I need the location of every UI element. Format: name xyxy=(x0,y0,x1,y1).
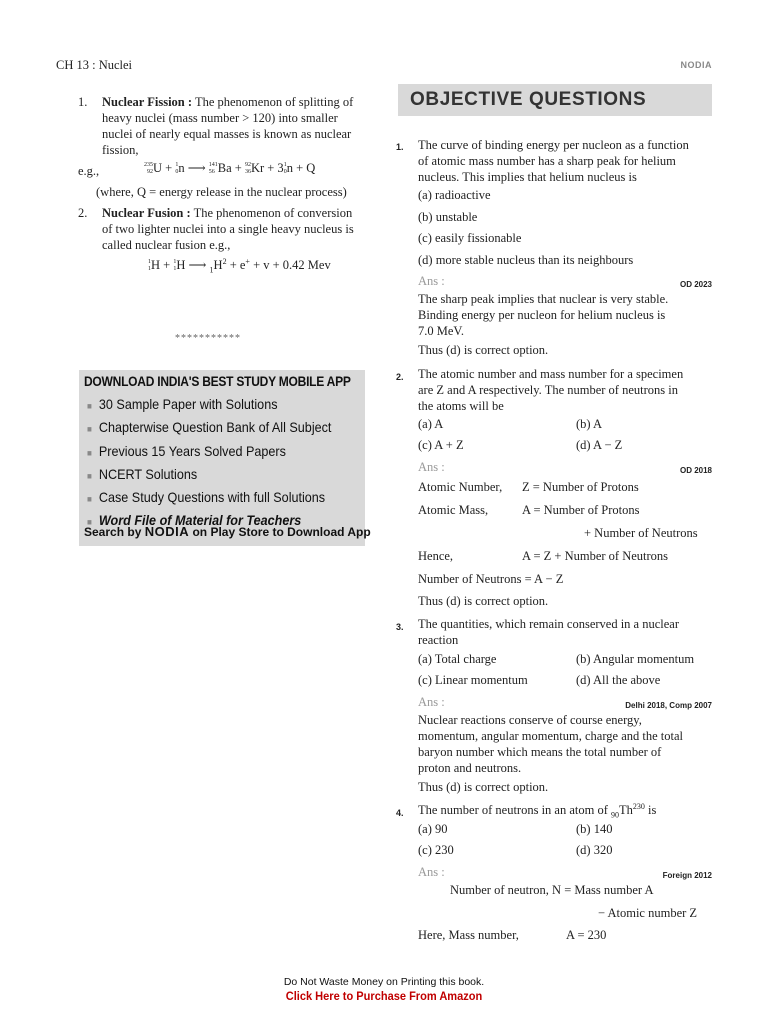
fusion-title: Nuclear Fusion : xyxy=(102,206,191,220)
app-ad-box[interactable] xyxy=(79,370,371,546)
fusion-line-2: of two lighter nuclei into a single heavy nucleus is xyxy=(102,222,354,236)
bullet-icon: ■ xyxy=(87,517,92,528)
footer-note: Do Not Waste Money on Printing this book. xyxy=(283,976,485,988)
q4-row-value: A = 230 xyxy=(566,928,607,942)
source-tag: OD 2023 xyxy=(679,280,712,289)
fusion-text: The phenomenon of conversion xyxy=(193,206,353,220)
q1-solution-3: 7.0 MeV. xyxy=(418,324,464,338)
ad-list-item: ■ NCERT Solutions xyxy=(87,465,198,482)
option-d: (d) 320 xyxy=(576,843,613,857)
chapter-header: CH 13 : Nuclei xyxy=(56,58,133,72)
q1-solution-2: Binding energy per nucleon for helium nucleus is xyxy=(418,308,666,322)
option-d: (d) more stable nucleus than its neighbours xyxy=(418,253,634,267)
q2-row-value: A = Number of Protons xyxy=(522,503,640,517)
answer-label: Ans : xyxy=(418,695,445,709)
ad-list-item: ■ 30 Sample Paper with Solutions xyxy=(87,396,278,412)
list-number: 2. xyxy=(78,206,88,220)
source-tag: Foreign 2012 xyxy=(662,871,712,880)
bullet-icon: ■ xyxy=(87,401,92,411)
q4-text-1: The number of neutrons in an atom of $_{90}Th^{230}$ is xyxy=(418,801,657,820)
question-number: 4. xyxy=(396,808,404,818)
question-number: 1. xyxy=(396,142,404,152)
fission-equation: 235 92U + 1 0n ⟶ 141 56 Ba + 92 36Kr + 31 0n + Q xyxy=(144,161,316,176)
q3-solution-2: momentum, angular momentum, charge and the total xyxy=(418,729,683,743)
purchase-link[interactable]: Click Here to Purchase From Amazon xyxy=(285,989,483,1003)
fission-title: Nuclear Fission : xyxy=(102,95,193,109)
q2-row-value: + Number of Neutrons xyxy=(584,526,698,540)
q3-solution-4: proton and neutrons. xyxy=(418,761,522,775)
q4-row: − Atomic number Z xyxy=(598,906,698,920)
fission-line-3: nuclei of nearly equal masses is known as nuclear xyxy=(102,127,352,141)
fission-line-2: heavy nuclei (mass number > 120) into smaller xyxy=(102,111,338,125)
option-c: (c) 230 xyxy=(418,843,454,857)
q3-conclusion: Thus (d) is correct option. xyxy=(418,780,549,794)
option-d: (d) A − Z xyxy=(576,438,623,452)
fusion-equation: 1 1H + 1 1H ⟶ $_1H^2 + e^+ + v + 0.42$ Mev xyxy=(148,256,331,275)
bullet-icon: ■ xyxy=(87,424,92,435)
eg-label: e.g., xyxy=(78,164,100,178)
brand-logo: NODIA xyxy=(680,60,712,70)
fission-line-1 xyxy=(102,94,374,110)
question-number: 3. xyxy=(396,622,404,632)
bullet-icon: ■ xyxy=(87,447,92,458)
ad-title: DOWNLOAD INDIA'S BEST STUDY MOBILE APP xyxy=(84,373,351,389)
objective-heading: OBJECTIVE QUESTIONS xyxy=(410,89,647,110)
question-number: 2. xyxy=(396,372,404,382)
ad-list xyxy=(87,394,359,534)
option-c: (c) Linear momentum xyxy=(418,673,528,687)
option-a: (a) Total charge xyxy=(418,652,497,666)
separator-stars: *********** xyxy=(175,333,241,344)
ad-list-item: ■ Chapterwise Question Bank of All Subject xyxy=(87,419,332,436)
option-a: (a) radioactive xyxy=(418,188,491,202)
q2-row-label: Atomic Mass, xyxy=(418,503,489,517)
option-d: (d) All the above xyxy=(576,673,661,687)
q1-text-3: nucleus. This implies that helium nucleus is xyxy=(418,170,637,184)
source-tag: Delhi 2018, Comp 2007 xyxy=(625,701,712,710)
q3-solution-1: Nuclear reactions conserve of course energy, xyxy=(418,713,642,727)
q3-text-2: reaction xyxy=(418,633,459,647)
option-c: (c) easily fissionable xyxy=(418,231,522,245)
q1-text-2: of atomic mass number has a sharp peak for helium xyxy=(418,154,676,168)
bullet-icon: ■ xyxy=(87,470,92,481)
option-b: (b) A xyxy=(576,417,603,431)
ad-list-item: ■ Word File of Material for Teachers xyxy=(87,512,302,529)
q4-row-label: Here, Mass number, xyxy=(418,928,519,942)
fusion-line-3: called nuclear fusion e.g., xyxy=(102,238,231,252)
ad-brand: NODIA xyxy=(144,524,190,539)
fission-line-4: fission, xyxy=(102,143,139,157)
q1-solution-1: The sharp peak implies that nuclear is very stable. xyxy=(418,292,669,306)
q1-text-1: The curve of binding energy per nucleon as a function xyxy=(418,138,689,152)
ad-search-line: Search by NODIA on Play Store to Download App xyxy=(84,524,371,539)
option-b: (b) unstable xyxy=(418,210,478,224)
q2-row-label: Hence, xyxy=(418,549,454,563)
q2-row-label: Atomic Number, xyxy=(418,480,503,494)
option-a: (a) 90 xyxy=(418,822,448,836)
fusion-equation-tail: + v + 0.42 Mev xyxy=(253,258,331,272)
list-number: 1. xyxy=(78,95,88,109)
ad-list-item: ■ Case Study Questions with full Solutions xyxy=(87,489,326,506)
q4-row: Number of neutron, N = Mass number A xyxy=(450,883,654,897)
q3-text-1: The quantities, which remain conserved in a nuclear xyxy=(418,617,680,631)
answer-label: Ans : xyxy=(418,460,445,474)
q2-text-2: are Z and A respectively. The number of neutrons in xyxy=(418,383,678,397)
answer-label: Ans : xyxy=(418,865,445,879)
q2-text-1: The atomic number and mass number for a specimen xyxy=(418,367,684,381)
option-b: (b) 140 xyxy=(576,822,613,836)
fission-text: The phenomenon of splitting of xyxy=(194,95,354,109)
source-tag: OD 2018 xyxy=(679,466,712,475)
q3-solution-3: baryon number which means the total number of xyxy=(418,745,662,759)
ad-list-item: ■ Previous 15 Years Solved Papers xyxy=(87,442,286,459)
fission-where: (where, Q = energy release in the nuclear process) xyxy=(96,185,347,199)
option-c: (c) A + Z xyxy=(418,438,464,452)
q2-row-value: A = Z + Number of Neutrons xyxy=(522,549,669,563)
answer-label: Ans : xyxy=(418,274,445,288)
q2-text-3: the atoms will be xyxy=(418,399,504,413)
bullet-icon: ■ xyxy=(87,494,92,505)
q1-solution-4: Thus (d) is correct option. xyxy=(418,343,549,357)
option-b: (b) Angular momentum xyxy=(576,652,695,666)
q2-row-value: Z = Number of Protons xyxy=(522,480,639,494)
option-a: (a) A xyxy=(418,417,444,431)
fusion-line-1 xyxy=(102,205,352,221)
objective-heading-box xyxy=(398,84,712,116)
q2-conclusion: Thus (d) is correct option. xyxy=(418,594,549,608)
q2-row: Number of Neutrons = A − Z xyxy=(418,572,564,586)
